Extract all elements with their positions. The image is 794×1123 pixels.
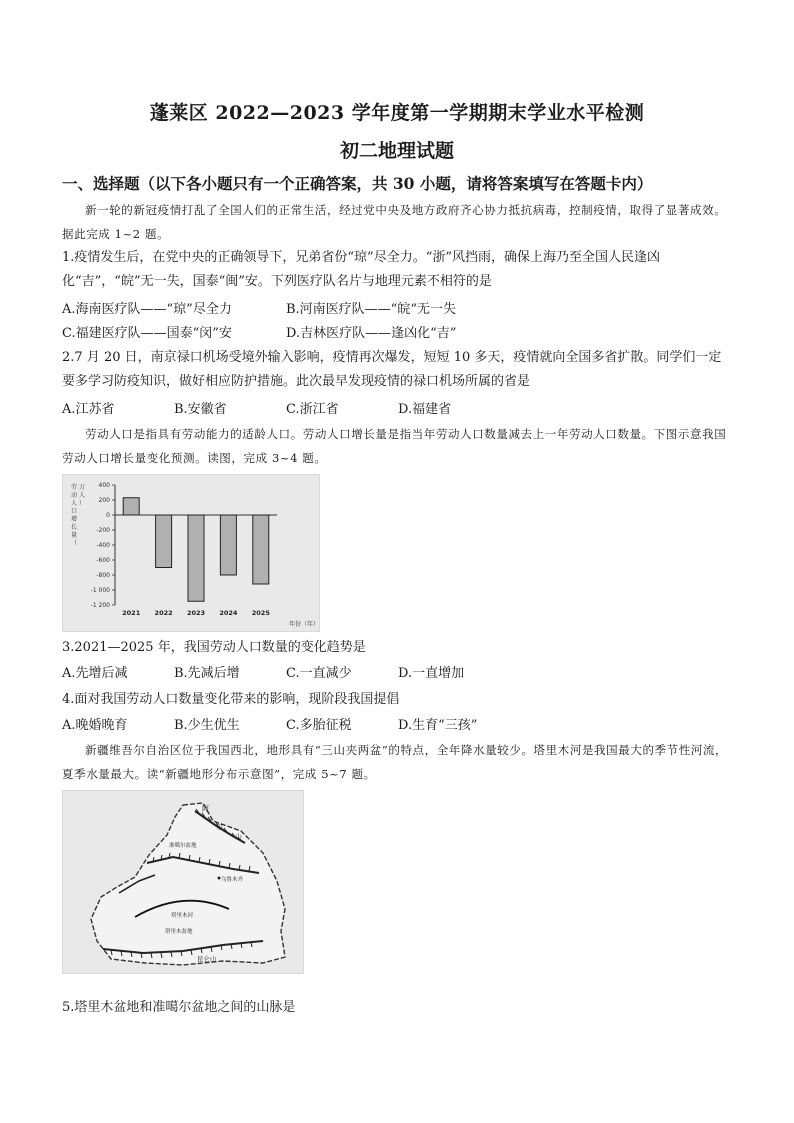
map-label-shan: 山 (235, 833, 242, 841)
option-b: B.少生优生 (174, 718, 240, 733)
chart-ylabel-text: 劳动人口增长量（万人） (71, 484, 86, 547)
chart-bar-2023 (188, 515, 204, 601)
chart-y-tick-label: 0 (106, 512, 110, 519)
chart-x-tick-label: 2025 (251, 609, 270, 617)
chart-y-axis-label (71, 483, 85, 547)
question-4-stem: 4.面对我国劳动人口数量变化带来的影响，现阶段我国提倡 (62, 692, 400, 707)
chart-bar-2021 (123, 498, 139, 515)
chart-bar-2024 (220, 515, 236, 575)
option-d: D.一直增加 (398, 666, 465, 681)
option-d: D.生育“三孩” (398, 718, 478, 733)
chart-y-ticks (91, 482, 115, 609)
chart-y-tick-label: -200 (96, 527, 110, 534)
option-d: D.吉林医疗队——逢凶化“吉” (286, 326, 457, 341)
material-3: 新疆维吾尔自治区位于我国西北，地形具有“三山夹两盆”的特点，全年降水量较少。塔里木河是我国最大的季节性河流，夏季水量最大。读“新疆地形分布示意图”，完成 5~7 题。 (62, 743, 728, 781)
map-label-a: 阿 (202, 805, 209, 813)
exam-subtitle: 初二地理试题 (339, 140, 454, 162)
labor-population-chart (62, 474, 320, 632)
chart-x-tick-label: 2022 (154, 609, 173, 617)
option-c: C.一直减少 (286, 666, 352, 681)
question-2-stem: 2.7 月 20 日，南京禄口机场受境外输入影响，疫情再次爆发，短短 10 多天，疫情就向全国多省扩散。同学们一定要多学习防疫知识，做好相应防护措施。此次最早发现疫情的禄口机场所属的省是 (62, 350, 722, 389)
chart-y-tick-label: -1 200 (90, 602, 110, 609)
map-label-er: 尔 (216, 823, 223, 831)
option-b: B.河南医疗队——“皖“无一失 (286, 302, 456, 317)
option-c: C.福建医疗队——国泰“闵”安 (62, 326, 232, 341)
chart-canvas (63, 475, 319, 631)
question-1-stem: 1.疫情发生后，在党中央的正确领导下，兄弟省份“琼”尽全力。“浙”风挡雨，确保上海乃至全国人民逢凶化“吉”，“皖”无一失，国泰“闽”安。下列医疗队名片与地理元素不相符的是 (62, 250, 660, 289)
chart-bar-2025 (253, 515, 269, 584)
chart-x-ticks (122, 609, 270, 617)
material-2: 劳动人口是指具有劳动能力的适龄人口。劳动人口增长量是指当年劳动人口数量减去上一年劳动人口数量。下图示意我国劳动人口增长量变化预测。读图，完成 3~4 题。 (62, 427, 727, 465)
chart-y-tick-label: 200 (98, 497, 110, 504)
map-label-kunlun: 昆仑山 (197, 955, 217, 963)
option-a: A.海南医疗队——“琼”尽全力 (62, 302, 232, 317)
chart-x-tick-label: 2023 (186, 609, 206, 617)
urumqi-dot (218, 877, 221, 880)
map-label-junggar-basin: 准噶尔盆地 (169, 843, 197, 849)
region-outline (91, 803, 285, 965)
chart-y-tick-label: 400 (98, 482, 110, 489)
xinjiang-terrain-map (62, 790, 304, 974)
chart-x-axis-label: 年份（年） (289, 621, 319, 628)
question-3-stem: 3.2021—2025 年，我国劳动人口数量的变化趋势是 (62, 640, 366, 655)
option-d: D.福建省 (398, 402, 452, 417)
option-a: A.晚婚晚育 (62, 718, 128, 733)
option-a: A.江苏省 (62, 402, 115, 417)
map-canvas (63, 791, 303, 973)
map-label-tarim-river: 塔里木河 (171, 913, 194, 919)
material-1: 新一轮的新冠疫情打乱了全国人们的正常生活，经过党中央及地方政府齐心协力抵抗病毒，控制疫情，取得了显著成效。据此完成 1~2 题。 (62, 203, 727, 241)
question-5-stem: 5.塔里木盆地和准噶尔盆地之间的山脉是 (62, 1000, 296, 1015)
map-label-tarim-basin: 塔里木盆地 (165, 929, 193, 935)
section-heading: 一、选择题（以下各小题只有一个正确答案，共 30 小题，请将答案填写在答题卡内） (62, 174, 653, 193)
option-c: C.多胎征税 (286, 718, 352, 733)
chart-y-tick-label: -1 000 (90, 587, 110, 594)
map-label-urumqi: 乌鲁木齐 (221, 877, 244, 883)
chart-y-tick-label: -800 (96, 572, 110, 579)
option-a: A.先增后减 (62, 666, 128, 681)
exam-title: 蓬莱区 2022—2023 学年度第一学期期末学业水平检测 (149, 102, 645, 124)
option-c: C.浙江省 (286, 402, 339, 417)
chart-bar-2022 (156, 515, 172, 568)
chart-x-tick-label: 2021 (122, 609, 141, 617)
option-b: B.先减后增 (174, 666, 240, 681)
chart-bars (123, 498, 269, 602)
option-b: B.安徽省 (174, 402, 227, 417)
chart-y-tick-label: -600 (96, 557, 110, 564)
chart-y-tick-label: -400 (96, 542, 110, 549)
chart-x-tick-label: 2024 (219, 609, 238, 617)
